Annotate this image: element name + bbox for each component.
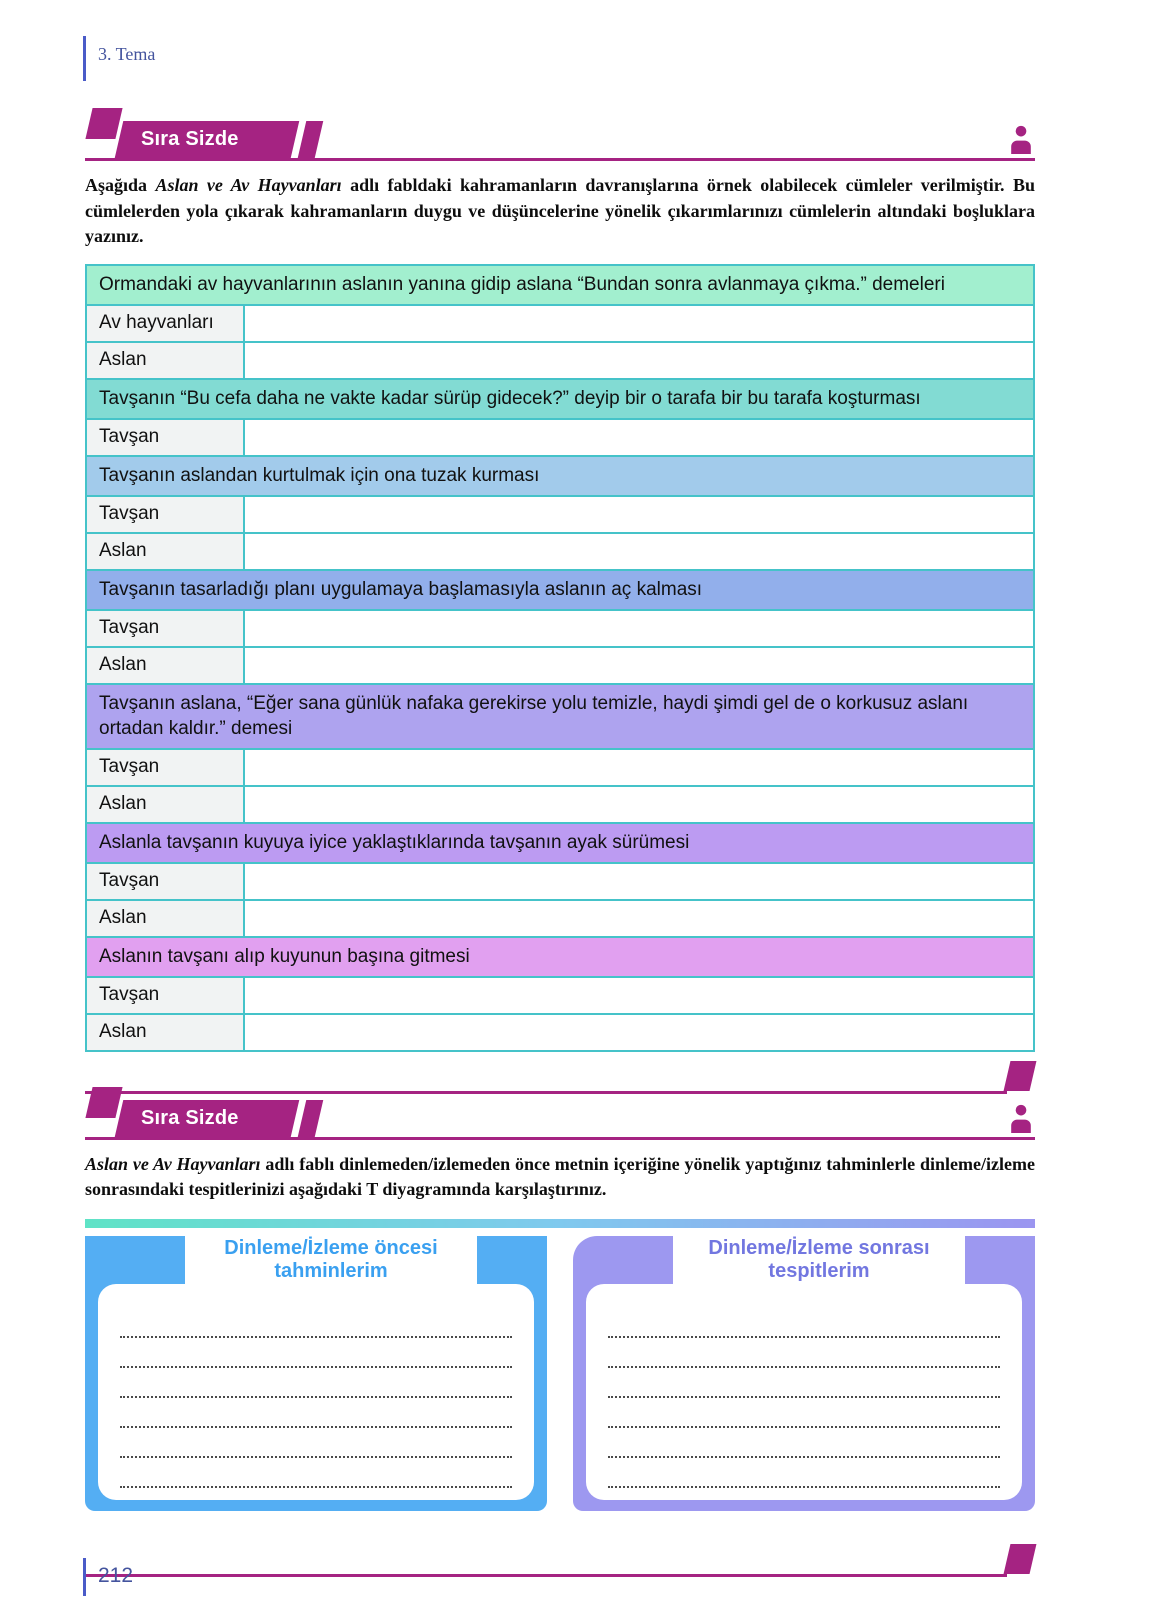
table-group-header: Aslanın tavşanı alıp kuyunun başına gitmesi (87, 936, 1033, 976)
card-title-line1: Dinleme/İzleme sonrası (708, 1236, 930, 1259)
table-group-header: Tavşanın tasarladığı planı uygulamaya başlamasıyla aslanın aç kalması (87, 569, 1033, 609)
answer-cell[interactable] (245, 611, 1033, 646)
card-header (85, 1236, 547, 1284)
write-line[interactable] (120, 1368, 512, 1398)
answer-cell[interactable] (245, 343, 1033, 378)
section1-banner (85, 115, 1035, 161)
table-row (87, 976, 1033, 1013)
write-line[interactable] (608, 1428, 1000, 1458)
t-diagram-left-card (85, 1236, 547, 1511)
answer-cell[interactable] (245, 1015, 1033, 1050)
write-line[interactable] (608, 1308, 1000, 1338)
card-tab-decoration (85, 1236, 185, 1284)
row-label: Tavşan (87, 864, 245, 899)
row-label: Aslan (87, 1015, 245, 1050)
banner-square-decoration (85, 108, 122, 139)
t-diagram (85, 1236, 1035, 1511)
gradient-bar-decoration (85, 1219, 1035, 1228)
row-label: Tavşan (87, 497, 245, 532)
answer-cell[interactable] (245, 648, 1033, 683)
table-row (87, 532, 1033, 569)
fable-title: Aslan ve Av Hayvanları (85, 1153, 261, 1174)
unit-label: 3. Tema (98, 44, 156, 64)
row-label: Tavşan (87, 978, 245, 1013)
divider-line (85, 1574, 1007, 1577)
table-group-header: Ormandaki av hayvanlarının aslanın yanına gidip aslana “Bundan sonra avlanmaya çıkma.” demeleri (87, 266, 1033, 304)
table-group-header: Aslanla tavşanın kuyuya iyice yaklaştıklarında tavşanın ayak sürümesi (87, 822, 1033, 862)
row-label: Tavşan (87, 420, 245, 455)
table-row (87, 899, 1033, 936)
table-row (87, 341, 1033, 378)
row-label: Aslan (87, 534, 245, 569)
answer-cell[interactable] (245, 901, 1033, 936)
row-label: Av hayvanları (87, 306, 245, 341)
table-row (87, 785, 1033, 822)
answer-cell[interactable] (245, 306, 1033, 341)
page-footer (83, 1558, 133, 1596)
card-writing-area (586, 1284, 1022, 1500)
table-row (87, 418, 1033, 455)
t-diagram-right-card (573, 1236, 1035, 1511)
write-line[interactable] (120, 1338, 512, 1368)
card-header (573, 1236, 1035, 1284)
card-frame (85, 1284, 547, 1511)
section1-instructions (85, 173, 1035, 250)
table-group-header: Tavşanın “Bu cefa daha ne vakte kadar sürüp gidecek?” deyip bir o tarafa bir bu tarafa koşturması (87, 378, 1033, 418)
answer-cell[interactable] (245, 750, 1033, 785)
card-title-line2: tespitlerim (768, 1259, 870, 1282)
card-title (673, 1236, 965, 1284)
row-label: Aslan (87, 343, 245, 378)
table-row (87, 495, 1033, 532)
table-group-header: Tavşanın aslana, “Eğer sana günlük nafaka gerekirse yolu temizle, haydi şimdi gel de o korkusuz aslanı ortadan kaldır.” demesi (87, 683, 1033, 748)
table-row (87, 609, 1033, 646)
write-line[interactable] (608, 1368, 1000, 1398)
answer-cell[interactable] (245, 787, 1033, 822)
table-row (87, 748, 1033, 785)
instruction-text: adlı fablı dinlemeden/izlemeden önce metnin içeriğine yönelik yaptığınız tahminlerle dinleme/izleme sonrasındaki tespitlerinizi aşağıdaki T diyagramında karşılaştırınız. (85, 1153, 1035, 1200)
person-icon (1007, 1103, 1035, 1133)
banner-ribbon (115, 121, 324, 158)
write-line[interactable] (120, 1428, 512, 1458)
card-tab-decoration (965, 1236, 1035, 1284)
divider-square-decoration (1004, 1544, 1037, 1574)
instruction-text: adlı fabldaki kahramanların davranışlarına örnek olabilecek cümleler verilmiştir. Bu cümlelerden yola çıkarak kahramanların duygu ve düşüncelerine yönelik çıkarımlarınızı cümlelerin altındaki boşluklara yazınız. (85, 175, 1035, 247)
row-label: Tavşan (87, 611, 245, 646)
card-tab-decoration (477, 1236, 547, 1284)
table-row (87, 1013, 1033, 1050)
write-line[interactable] (608, 1398, 1000, 1428)
section2-instructions (85, 1152, 1035, 1203)
card-frame (573, 1284, 1035, 1511)
answer-cell[interactable] (245, 497, 1033, 532)
section2-banner (85, 1094, 1035, 1140)
instruction-text: Aşağıda (85, 175, 156, 195)
divider-square-decoration (1004, 1061, 1037, 1091)
card-title (185, 1236, 477, 1284)
section-divider (85, 1052, 1035, 1094)
write-line[interactable] (120, 1308, 512, 1338)
write-line[interactable] (608, 1458, 1000, 1488)
page-number: 212 (98, 1564, 134, 1587)
banner-title: Sıra Sizde (141, 1106, 239, 1129)
row-label: Aslan (87, 648, 245, 683)
row-label: Aslan (87, 787, 245, 822)
banner-square-decoration (85, 1087, 122, 1118)
write-line[interactable] (120, 1458, 512, 1488)
answer-cell[interactable] (245, 534, 1033, 569)
fable-title: Aslan ve Av Hayvanları (155, 175, 342, 195)
write-line[interactable] (120, 1398, 512, 1428)
section-divider (85, 1535, 1035, 1577)
card-title-line2: tahminlerim (274, 1259, 388, 1282)
behavior-table (85, 264, 1035, 1052)
card-title-line1: Dinleme/İzleme öncesi (224, 1236, 438, 1259)
row-label: Aslan (87, 901, 245, 936)
row-label: Tavşan (87, 750, 245, 785)
table-group-header: Tavşanın aslandan kurtulmak için ona tuzak kurması (87, 455, 1033, 495)
banner-title: Sıra Sizde (141, 128, 239, 150)
banner-ribbon (115, 1100, 324, 1137)
write-line[interactable] (608, 1338, 1000, 1368)
table-row (87, 862, 1033, 899)
card-writing-area (98, 1284, 534, 1500)
unit-header (83, 36, 1035, 81)
answer-cell[interactable] (245, 420, 1033, 455)
card-tab-decoration (573, 1236, 673, 1284)
answer-cell[interactable] (245, 864, 1033, 899)
table-row (87, 646, 1033, 683)
table-row (87, 304, 1033, 341)
person-icon (1007, 124, 1035, 154)
answer-cell[interactable] (245, 978, 1033, 1013)
